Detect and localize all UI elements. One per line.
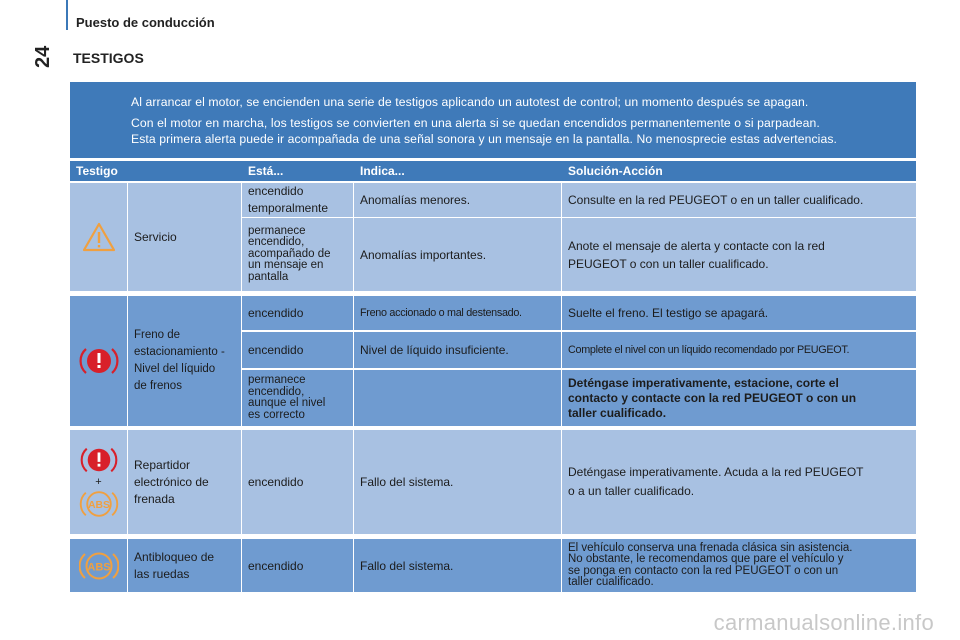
abs-sol-line1: El vehículo conserva una frenada clásica sin asistencia.	[568, 541, 853, 554]
freno-r3-sol-line1: Deténgase imperativamente, estacione, corte el	[568, 375, 839, 390]
servicio-r2-esta-line2: encendido,	[248, 236, 305, 249]
col-header-testigo: Testigo	[70, 161, 242, 181]
abs-solucion	[562, 539, 916, 592]
servicio-r2-sol-line1: Anote el mensaje de alerta y contacte con la red	[568, 238, 825, 253]
freno-r1-solucion: Suelte el freno. El testigo se apagará.	[562, 296, 916, 330]
freno-r1-esta: encendido	[242, 296, 353, 330]
intro-box	[70, 82, 916, 158]
abs-sol-line2: No obstante, le recomendamos que pare el vehículo y	[568, 553, 844, 565]
repartidor-name	[128, 430, 241, 534]
col-header-indica: Indica...	[354, 161, 562, 181]
abs-icon-text: ABS	[86, 561, 111, 573]
service-warning-icon	[82, 222, 116, 252]
servicio-r1-solucion: Consulte en la red PEUGEOT o en un taller cualificado.	[562, 183, 916, 217]
freno-r3-sol-line3: taller cualificado.	[568, 405, 667, 420]
abs-name	[128, 539, 241, 592]
repartidor-esta: encendido	[242, 430, 353, 534]
abs-name-line2: las ruedas	[134, 566, 190, 581]
page-number: 24	[32, 45, 54, 68]
intro-line-1: Al arrancar el motor, se encienden una serie de testigos aplicando un autotest de control; un momento después se apagan.	[131, 95, 809, 109]
freno-icon-cell	[70, 296, 127, 426]
servicio-r2-sol-line2: PEUGEOT o con un taller cualificado.	[568, 256, 769, 271]
freno-r3-esta	[242, 370, 353, 426]
freno-r3-esta-line2: encendido,	[248, 385, 305, 398]
servicio-r2-solucion	[562, 218, 916, 291]
abs-icon-cell	[70, 539, 127, 592]
servicio-r1-indica: Anomalías menores.	[354, 183, 561, 217]
freno-r3-sol-line2: contacto y contacte con la red PEUGEOT o con un	[568, 390, 857, 405]
brake-warning-icon	[80, 444, 118, 476]
freno-r2-solucion: Complete el nivel con un líquido recomendado por PEUGEOT.	[562, 332, 916, 368]
abs-sol-line3: se ponga en contacto con la red PEUGEOT o con un	[568, 564, 839, 577]
section-marker-bar	[66, 0, 68, 30]
freno-r2-indica: Nivel de líquido insuficiente.	[354, 332, 561, 368]
abs-esta: encendido	[242, 539, 353, 592]
freno-r3-solucion	[562, 370, 916, 426]
freno-r3-esta-line4: es correcto	[248, 408, 305, 421]
abs-warning-icon	[79, 549, 119, 583]
col-header-esta: Está...	[242, 161, 354, 181]
freno-r1-indica: Freno accionado o mal destensado.	[354, 296, 561, 330]
servicio-r1-esta	[242, 183, 353, 217]
repartidor-name-line2: electrónico de	[134, 474, 209, 489]
watermark: carmanualsonline.info	[713, 610, 934, 635]
abs-sol-line4: taller cualificado.	[568, 576, 654, 588]
servicio-r2-esta-line5: pantalla	[248, 270, 289, 283]
servicio-r2-esta-line4: un mensaje en	[248, 259, 324, 272]
abs-warning-icon	[79, 488, 119, 520]
servicio-r1-esta-line1: encendido	[248, 184, 304, 198]
freno-r3-esta-line3: aunque el nivel	[248, 397, 326, 409]
freno-r3-esta-line1: permanece	[248, 374, 306, 386]
repartidor-sol-line2: o a un taller cualificado.	[568, 484, 695, 498]
freno-name-line4: de frenos	[134, 380, 182, 392]
repartidor-name-line1: Repartidor	[134, 457, 191, 472]
intro-line-3-text: Esta primera alerta puede ir acompañada de una señal sonora y un mensaje en la pantalla. No menosprecie estas advertencias.	[131, 132, 838, 146]
page-title: TESTIGOS	[73, 50, 144, 66]
plus-sign: +	[95, 476, 102, 488]
servicio-r2-esta	[242, 218, 353, 291]
servicio-r1-esta-line2: temporalmente	[248, 201, 329, 215]
freno-name-line2: estacionamiento -	[134, 346, 225, 358]
freno-r2-esta: encendido	[242, 332, 353, 368]
freno-r3-indica-empty	[354, 370, 561, 426]
servicio-r2-esta-line3: acompañado de	[248, 247, 331, 260]
section-header: Puesto de conducción	[76, 15, 215, 30]
freno-name-line3: Nivel del líquido	[134, 363, 216, 375]
abs-name-line1: Antibloqueo de	[134, 549, 215, 564]
repartidor-name-line3: frenada	[134, 491, 175, 506]
intro-line-2-text: Con el motor en marcha, los testigos se convierten en una alerta si se quedan encendidos permanentemente o si parpadean.	[131, 116, 820, 130]
repartidor-icon-cell	[70, 430, 127, 534]
servicio-icon-cell	[70, 183, 127, 291]
intro-line-2	[131, 115, 837, 147]
repartidor-sol-line1: Deténgase imperativamente. Acuda a la red PEUGEOT	[568, 465, 864, 479]
freno-name	[128, 296, 241, 426]
abs-indica: Fallo del sistema.	[354, 539, 561, 592]
abs-icon-text: ABS	[87, 500, 110, 512]
servicio-r2-indica: Anomalías importantes.	[354, 218, 561, 291]
servicio-name: Servicio	[128, 183, 241, 291]
repartidor-indica: Fallo del sistema.	[354, 430, 561, 534]
col-header-solucion: Solución-Acción	[562, 161, 916, 181]
freno-name-line1: Freno de	[134, 329, 181, 341]
servicio-r2-esta-line1: permanece	[248, 224, 306, 237]
brake-warning-icon	[79, 344, 119, 378]
repartidor-solucion	[562, 430, 916, 534]
